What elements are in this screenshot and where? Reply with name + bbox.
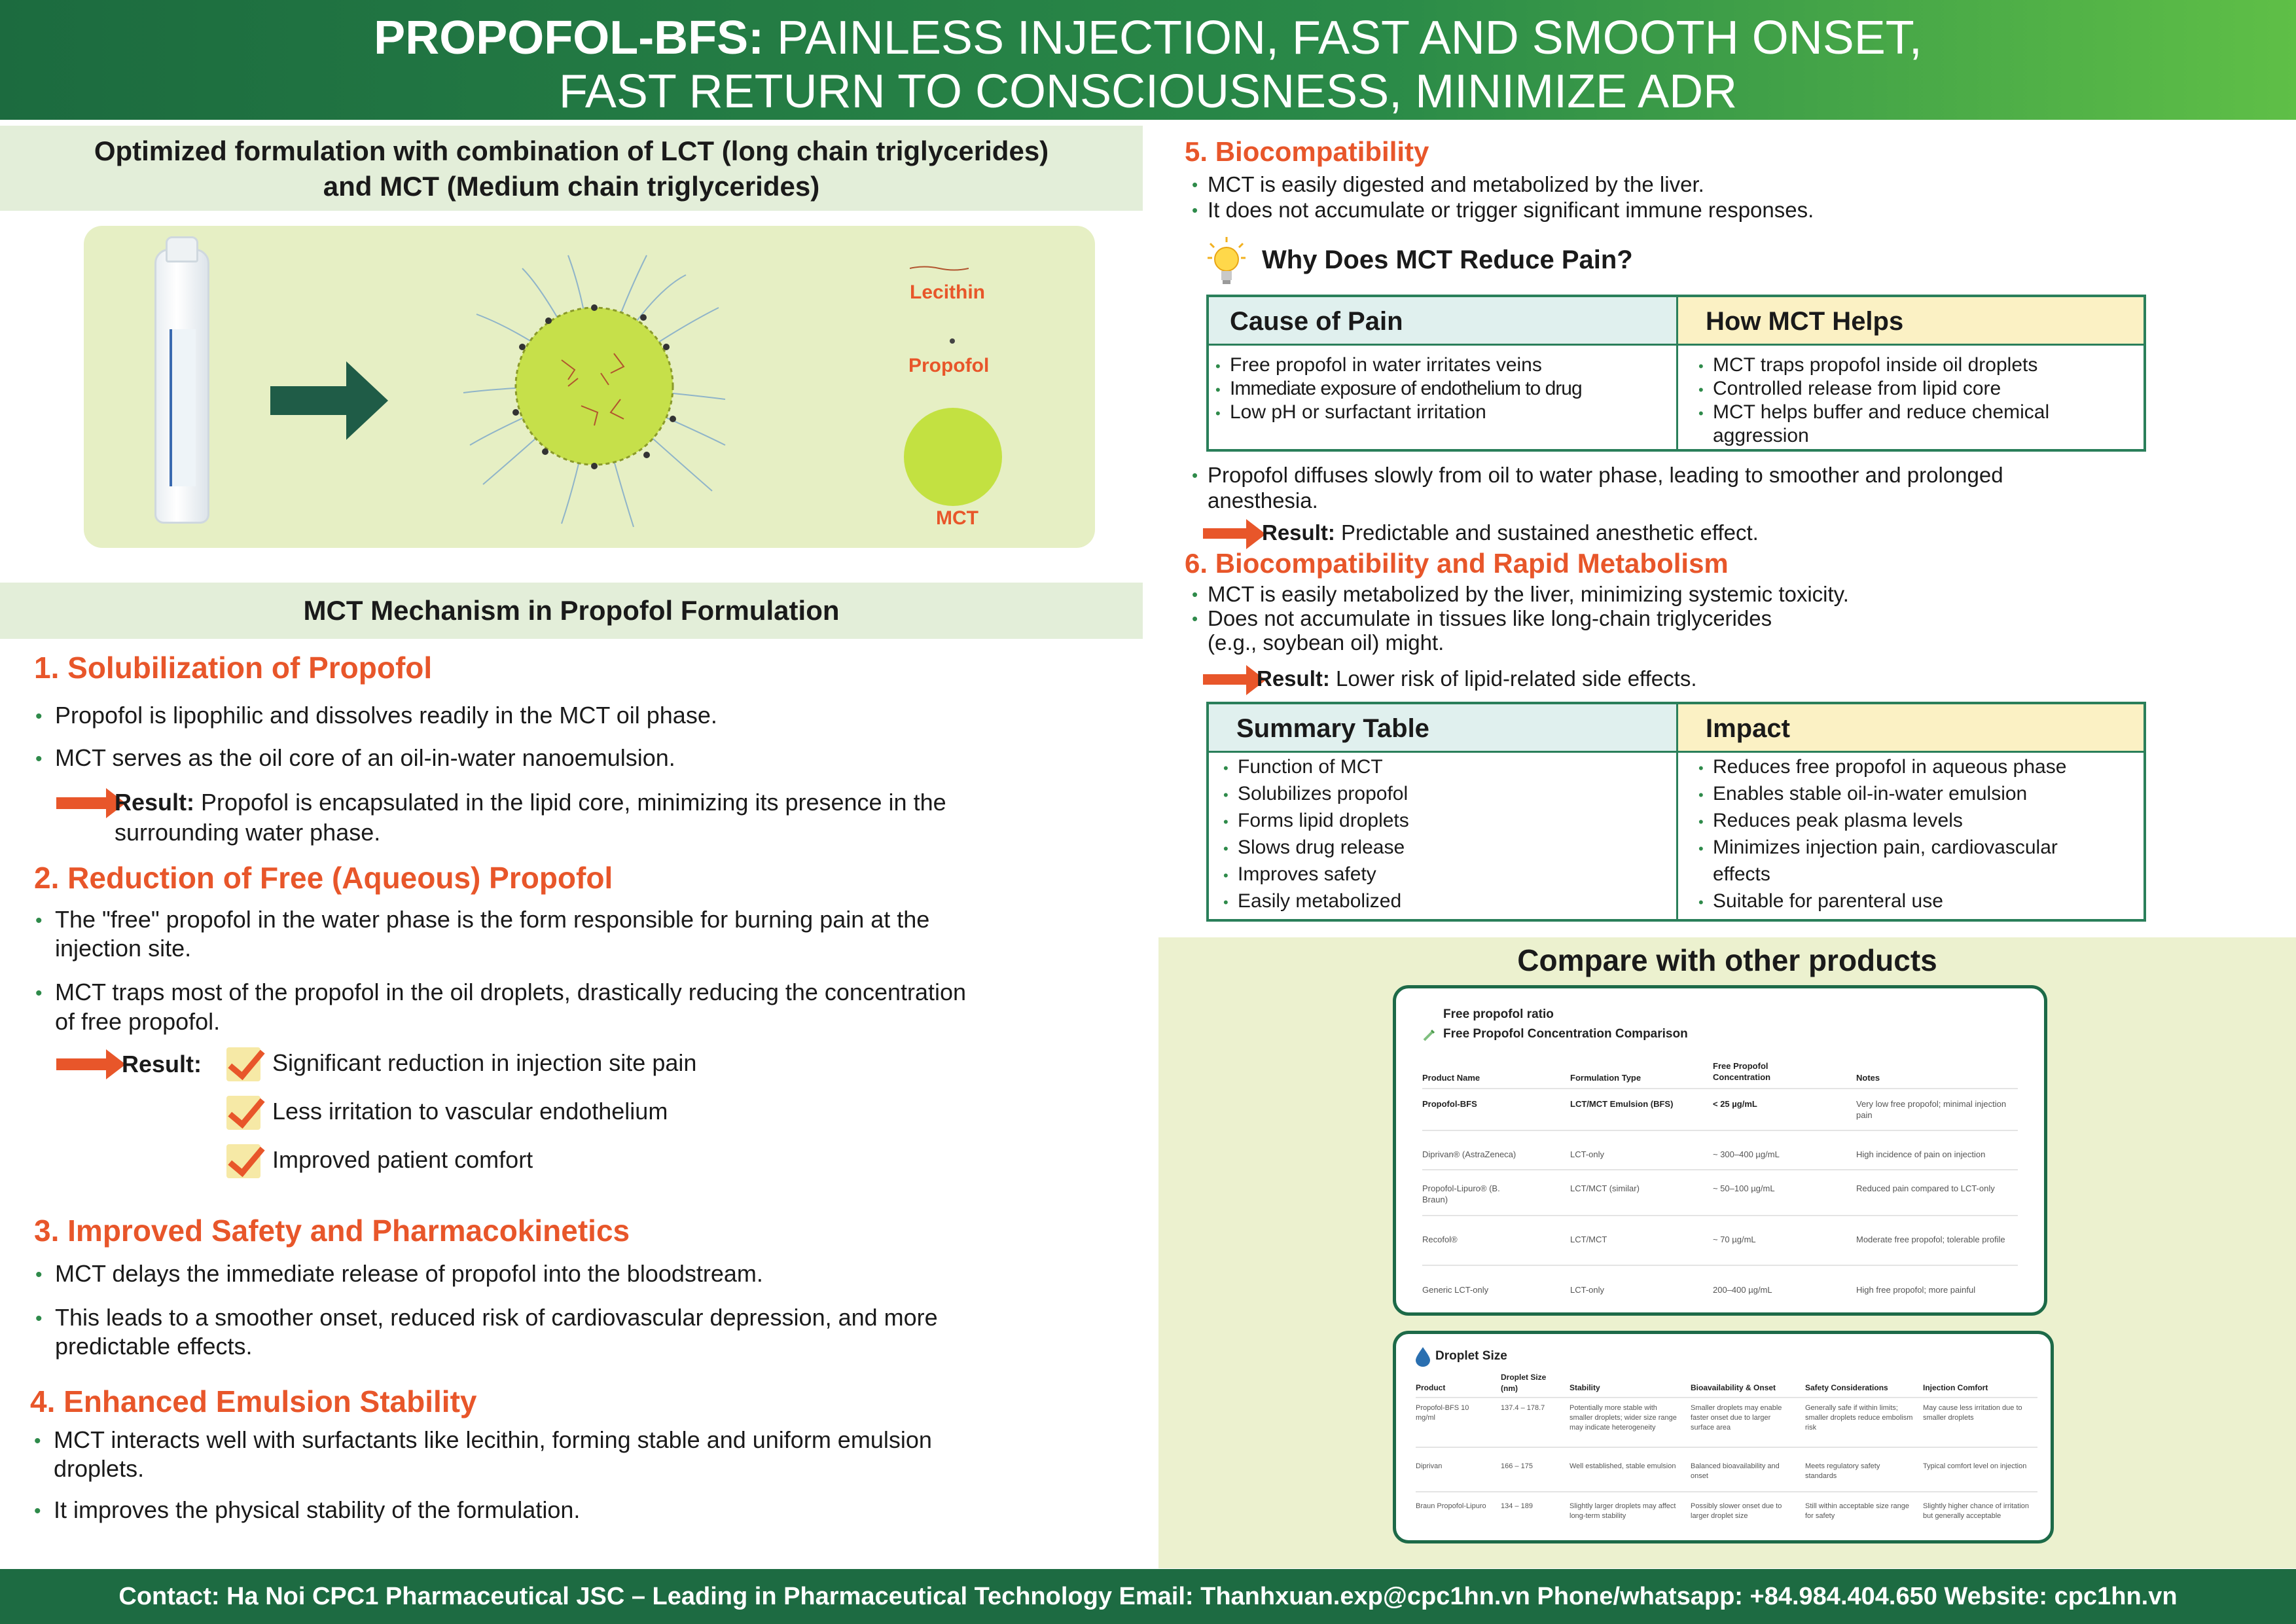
table-cell: 134 – 189: [1501, 1502, 1533, 1510]
s2-bullet-2-line2: of free propofol.: [55, 1008, 221, 1035]
table-cell: Typical comfort level on injection: [1923, 1462, 2027, 1470]
s1-result-line2: surrounding water phase.: [115, 819, 381, 846]
table-cell: Diprivan® (AstraZeneca): [1422, 1149, 1516, 1159]
pain-table-left-header: Cause of Pain: [1209, 297, 1678, 346]
table-cell: Propofol-BFS 10 mg/ml: [1416, 1404, 1469, 1422]
header-title-line2: FAST RETURN TO CONSCIOUSNESS, MINIMIZE ADR: [558, 65, 1738, 118]
table-cell: Recofol®: [1422, 1235, 1458, 1244]
result-arrow-icon: [56, 1058, 109, 1070]
section-6-heading: 6. Biocompatibility and Rapid Metabolism: [1185, 548, 1729, 579]
summary-table-right-header: Impact: [1678, 704, 2144, 753]
pain-cause-item: • Immediate exposure of endothelium to drug: [1215, 377, 1582, 401]
table-cell: LCT/MCT (similar): [1570, 1183, 1640, 1193]
s2-result-label: Result:: [122, 1051, 202, 1077]
s6-bullet-2-line1: • Does not accumulate in tissues like long-chain triglycerides: [1208, 605, 1772, 632]
table-cell: Potentially more stable with smaller droplets; wider size range may indicate heterogeneity: [1570, 1404, 1677, 1432]
col-header: Injection Comfort: [1923, 1383, 1988, 1392]
table-cell: Generally safe if within limits; smaller droplets reduce embolism risk: [1805, 1404, 1913, 1432]
s2-check-2: Less irritation to vascular endothelium: [272, 1098, 668, 1125]
summary-function-item: • Improves safety: [1223, 863, 1376, 886]
table-cell: Still within acceptable size range for safety: [1805, 1502, 1909, 1520]
col-header: Product Name: [1422, 1073, 1480, 1083]
table-cell: High free propofol; more painful: [1856, 1285, 1976, 1295]
table-cell: High incidence of pain on injection: [1856, 1149, 1986, 1159]
diffuse-text-line2: anesthesia.: [1208, 488, 1318, 513]
mechanism-band: MCT Mechanism in Propofol Formulation: [0, 583, 1143, 639]
table-cell: 200–400 µg/mL: [1713, 1285, 1772, 1295]
summary-impact-item: • Suitable for parenteral use: [1698, 890, 1943, 913]
summary-function-item: • Function of MCT: [1223, 755, 1383, 779]
s2-bullet-2-line1: • MCT traps most of the propofol in the oil droplets, drastically reducing the concentration: [55, 977, 966, 1007]
lightbulb-icon: [1208, 237, 1246, 288]
s1-result-line1: Result: Propofol is encapsulated in the lipid core, minimizing its presence in the: [115, 789, 946, 816]
result-arrow-icon: [1203, 528, 1249, 539]
compare-title: Compare with other products: [1517, 943, 1937, 977]
s4-bullet-2: • It improves the physical stability of the formulation.: [54, 1495, 580, 1525]
droplet-icon: [1414, 1346, 1431, 1367]
summary-impact-item: • Enables stable oil-in-water emulsion: [1698, 782, 2027, 806]
checkmark-icon: [226, 1047, 260, 1081]
table-cell: LCT/MCT: [1570, 1235, 1607, 1244]
formulation-band: Optimized formulation with combination of LCT (long chain triglycerides) and MCT (Medium chain triglycerides): [0, 126, 1143, 211]
section-3-heading: 3. Improved Safety and Pharmacokinetics: [34, 1214, 630, 1248]
result-1: Result: Predictable and sustained anesthetic effect.: [1262, 520, 1759, 545]
droplet-size-card: [1393, 1331, 2054, 1543]
lecithin-symbol-icon: [910, 265, 969, 272]
result-arrow-icon: [56, 797, 109, 809]
propofol-dot-icon: [950, 338, 955, 344]
col-header: Product: [1416, 1383, 1446, 1392]
table-cell: ~ 50–100 µg/mL: [1713, 1183, 1775, 1193]
table-cell: Balanced bioavailability and onset: [1691, 1462, 1780, 1480]
table-cell: Very low free propofol; minimal injection pain: [1856, 1099, 2007, 1120]
summary-impact-item: • Reduces peak plasma levels: [1698, 809, 1963, 833]
s4-bullet-1-line2: droplets.: [54, 1455, 145, 1482]
table-cell: Possibly slower onset due to larger droplet size: [1691, 1502, 1782, 1520]
mct-droplet-icon: [904, 408, 1002, 506]
summary-function-item: • Easily metabolized: [1223, 890, 1401, 913]
summary-table: [1206, 702, 2146, 922]
col-header: Notes: [1856, 1073, 1880, 1083]
micelle-illustration: [450, 229, 738, 543]
droplet-card-title: Droplet Size: [1435, 1349, 1507, 1363]
s6-bullet-1: • MCT is easily metabolized by the liver, minimizing systemic toxicity.: [1208, 581, 1849, 607]
legend-mct: MCT: [936, 507, 978, 529]
pain-table-right-header: How MCT Helps: [1678, 297, 2144, 346]
table-cell: ~ 300–400 µg/mL: [1713, 1149, 1780, 1159]
pain-table: [1206, 295, 2146, 452]
formulation-figure: [84, 226, 1095, 548]
col-header: Bioavailability & Onset: [1691, 1383, 1776, 1392]
summary-function-item: • Slows drug release: [1223, 836, 1405, 859]
table-cell: Slightly higher chance of irritation but generally acceptable: [1923, 1502, 2030, 1520]
table-cell: LCT-only: [1570, 1285, 1605, 1295]
table-cell: May cause less irritation due to smaller droplets: [1923, 1404, 2022, 1422]
checkmark-icon: [226, 1096, 260, 1130]
table-cell: 137.4 – 178.7: [1501, 1404, 1545, 1412]
s5-bullet-2: • It does not accumulate or trigger significant immune responses.: [1208, 197, 1814, 223]
mct-help-item-cont: aggression: [1713, 425, 1809, 446]
table-cell: Well established, stable emulsion: [1570, 1462, 1676, 1470]
table-cell: Propofol-BFS: [1422, 1099, 1477, 1109]
s1-bullet-1: • Propofol is lipophilic and dissolves readily in the MCT oil phase.: [55, 700, 717, 731]
summary-impact-item: • Minimizes injection pain, cardiovascular: [1698, 836, 2058, 859]
table-cell: Generic LCT-only: [1422, 1285, 1489, 1295]
mct-help-item: • Controlled release from lipid core: [1698, 377, 2001, 401]
table-cell: LCT-only: [1570, 1149, 1605, 1159]
page-header: [0, 0, 2296, 120]
s2-check-3: Improved patient comfort: [272, 1146, 533, 1173]
summary-table-left-header: Summary Table: [1209, 704, 1678, 753]
col-header: Safety Considerations: [1805, 1383, 1888, 1392]
mct-help-item: • MCT traps propofol inside oil droplets: [1698, 353, 2037, 377]
section-2-heading: 2. Reduction of Free (Aqueous) Propofol: [34, 861, 613, 895]
table-cell: Propofol-Lipuro® (B. Braun): [1422, 1183, 1500, 1204]
free-propofol-card-title: Free Propofol Concentration Comparison: [1443, 1027, 1688, 1041]
free-propofol-ratio-label: Free propofol ratio: [1443, 1007, 1554, 1021]
header-title-line1: PROPOFOL-BFS: PAINLESS INJECTION, FAST AND SMOOTH ONSET,: [374, 12, 1922, 64]
vial-image: [154, 249, 209, 524]
col-header: Droplet Size (nm): [1501, 1373, 1547, 1393]
s3-bullet-1: • MCT delays the immediate release of propofol into the bloodstream.: [55, 1259, 763, 1289]
table-cell: ~ 70 µg/mL: [1713, 1235, 1756, 1244]
diffuse-text-line1: • Propofol diffuses slowly from oil to water phase, leading to smoother and prolonged: [1208, 462, 2003, 488]
s6-result: Result: Lower risk of lipid-related side effects.: [1257, 666, 1697, 691]
contact-footer: Contact: Ha Noi CPC1 Pharmaceutical JSC – Leading in Pharmaceutical Technology Email: Thanhxuan.exp@cpc1hn.vn Phone/whatsapp: +84.984.404.650 Website: cpc1hn.vn: [0, 1569, 2296, 1624]
s2-bullet-1-line1: • The "free" propofol in the water phase is the form responsible for burning pain at the: [55, 905, 1140, 935]
table-cell: Smaller droplets may enable faster onset due to larger surface area: [1691, 1404, 1782, 1432]
mct-help-item: • MCT helps buffer and reduce chemical: [1698, 401, 2049, 424]
result-arrow-icon: [1203, 674, 1249, 685]
summary-impact-item-cont: effects: [1713, 863, 1770, 885]
pain-cause-item: • Free propofol in water irritates veins: [1215, 353, 1542, 377]
col-header: Stability: [1570, 1383, 1600, 1392]
col-header: Free Propofol Concentration: [1713, 1061, 1771, 1082]
table-cell: 166 – 175: [1501, 1462, 1533, 1470]
section-4-heading: 4. Enhanced Emulsion Stability: [30, 1384, 477, 1418]
summary-impact-item: • Reduces free propofol in aqueous phase: [1698, 755, 2066, 779]
pain-cause-item: • Low pH or surfactant irritation: [1215, 401, 1486, 424]
s3-bullet-2-line1: • This leads to a smoother onset, reduced risk of cardiovascular depression, and more: [55, 1303, 1107, 1333]
s6-bullet-2-line2: (e.g., soybean oil) might.: [1208, 630, 1444, 655]
table-cell: < 25 µg/mL: [1713, 1099, 1757, 1109]
legend-lecithin: Lecithin: [910, 281, 986, 303]
syringe-icon: [1422, 1028, 1437, 1042]
table-cell: Meets regulatory safety standards: [1805, 1462, 1880, 1480]
summary-function-item: • Forms lipid droplets: [1223, 809, 1409, 833]
table-cell: Slightly larger droplets may affect long-term stability: [1570, 1502, 1676, 1520]
s2-bullet-1-line2: injection site.: [55, 935, 192, 962]
table-cell: LCT/MCT Emulsion (BFS): [1570, 1099, 1674, 1109]
s3-bullet-2-line2: predictable effects.: [55, 1333, 253, 1360]
s1-bullet-2: • MCT serves as the oil core of an oil-in-water nanoemulsion.: [55, 743, 675, 773]
s4-bullet-1-line1: • MCT interacts well with surfactants like lecithin, forming stable and uniform emulsion: [54, 1425, 932, 1455]
col-header: Formulation Type: [1570, 1073, 1641, 1083]
arrow-right-icon: [270, 386, 349, 415]
checkmark-icon: [226, 1144, 260, 1178]
table-cell: Moderate free propofol; tolerable profile: [1856, 1235, 2005, 1244]
free-propofol-card: [1393, 985, 2047, 1316]
table-cell: Braun Propofol-Lipuro: [1416, 1502, 1486, 1510]
why-mct-title: Why Does MCT Reduce Pain?: [1262, 245, 1633, 274]
table-cell: Reduced pain compared to LCT-only: [1856, 1183, 1995, 1193]
summary-function-item: • Solubilizes propofol: [1223, 782, 1408, 806]
section-5-heading: 5. Biocompatibility: [1185, 136, 1429, 167]
legend-propofol: Propofol: [908, 355, 990, 376]
s2-check-1: Significant reduction in injection site pain: [272, 1049, 697, 1076]
s5-bullet-1: • MCT is easily digested and metabolized by the liver.: [1208, 171, 1704, 198]
section-1-heading: 1. Solubilization of Propofol: [34, 651, 433, 685]
table-cell: Diprivan: [1416, 1462, 1443, 1470]
